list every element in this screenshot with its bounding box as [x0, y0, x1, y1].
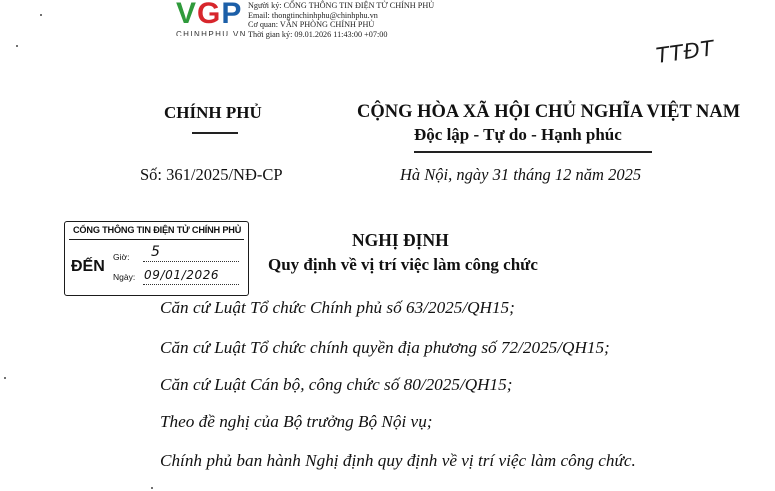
- stamp-den-label: ĐẾN: [71, 258, 105, 275]
- motto-underline: [414, 151, 652, 153]
- basis-line: Căn cứ Luật Tổ chức chính quyền địa phương số 72/2025/QH15;: [160, 338, 610, 357]
- stamp-hour-line: [143, 261, 239, 262]
- stamp-date-line: [143, 284, 239, 285]
- logo-letter-v: V: [176, 0, 198, 30]
- signature-email: Email: thongtinchinhphu@chinhphu.vn: [248, 10, 378, 20]
- received-stamp: [64, 221, 249, 296]
- stamp-date-label: Ngày:: [113, 272, 136, 282]
- stamp-title: CỔNG THÔNG TIN ĐIỆN TỬ CHÍNH PHỦ: [73, 225, 242, 235]
- issuing-agency: CHÍNH PHỦ: [164, 103, 262, 122]
- basis-line: Theo đề nghị của Bộ trưởng Bộ Nội vụ;: [160, 412, 433, 431]
- logo-letter-g: G: [197, 0, 222, 30]
- basis-line: Căn cứ Luật Tổ chức Chính phủ số 63/2025/QH15;: [160, 298, 515, 317]
- national-title: CỘNG HÒA XÃ HỘI CHỦ NGHĨA VIỆT NAM: [357, 102, 741, 122]
- agency-underline: [192, 132, 238, 134]
- stamp-date-value: 09/01/2026: [144, 268, 220, 282]
- scan-speck: [40, 14, 42, 16]
- scan-speck: [151, 487, 153, 489]
- logo-subtitle: CHINHPHU.VN: [176, 30, 247, 36]
- signature-signer: Người ký: CỔNG THÔNG TIN ĐIỆN TỬ CHÍNH PHỦ: [248, 1, 435, 10]
- document-number: Số: 361/2025/NĐ-CP: [140, 165, 283, 184]
- scan-speck: [4, 377, 6, 379]
- basis-line: Căn cứ Luật Cán bộ, công chức số 80/2025/QH15;: [160, 375, 513, 394]
- place-and-date: Hà Nội, ngày 31 tháng 12 năm 2025: [400, 165, 642, 184]
- national-motto: Độc lập - Tự do - Hạnh phúc: [414, 125, 622, 144]
- handwritten-note: TTĐT: [654, 36, 717, 68]
- document-subject: Quy định về vị trí việc làm công chức: [268, 255, 538, 274]
- signature-time: Thời gian ký: 09.01.2026 11:43:00 +07:00: [248, 29, 388, 39]
- digital-signature-block: [248, 1, 434, 39]
- vgp-logo: [176, 0, 242, 30]
- basis-line: Chính phủ ban hành Nghị định quy định về vị trí việc làm công chức.: [160, 451, 636, 470]
- stamp-divider: [69, 239, 244, 240]
- signature-agency: Cơ quan: VĂN PHÒNG CHÍNH PHỦ: [248, 20, 375, 30]
- scan-speck: [16, 45, 18, 47]
- document-type: NGHỊ ĐỊNH: [352, 230, 449, 250]
- stamp-hour-value: 5: [151, 244, 160, 260]
- stamp-hour-label: Giờ:: [113, 252, 130, 262]
- logo-letter-p: P: [221, 0, 243, 30]
